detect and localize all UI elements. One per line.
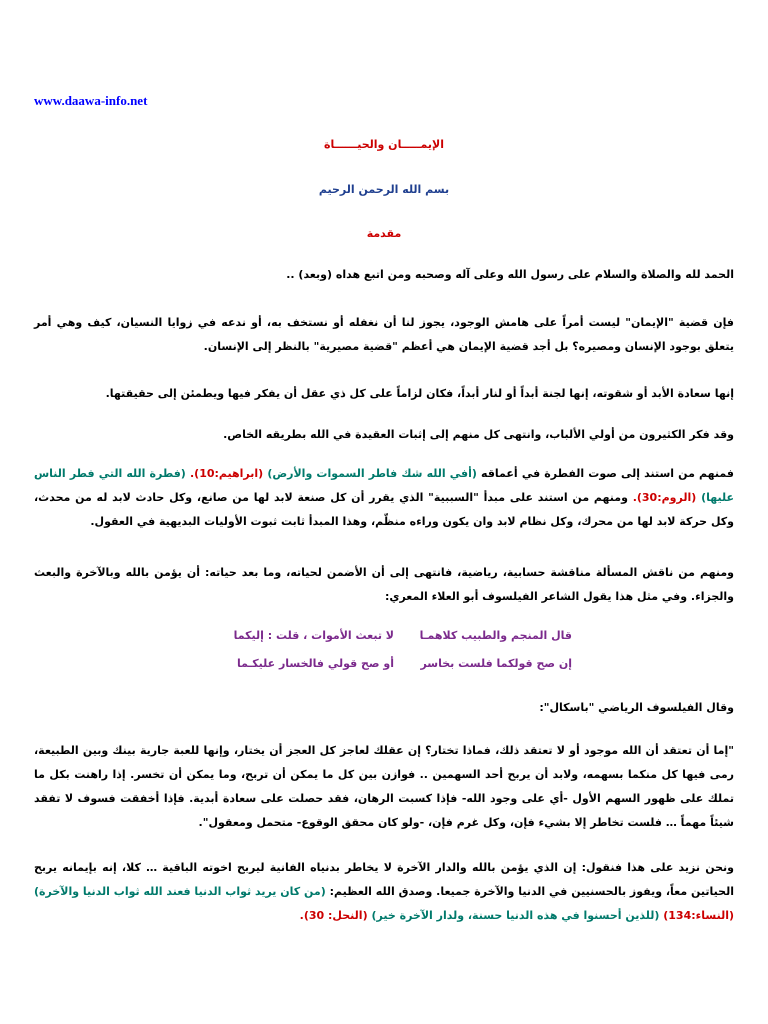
paragraph-eternal-fate: إنها سعادة الأبد أو شقوته، إنها لجنة أبداً أو لنار أبداً، فكان لزاماً على كل ذي عقل أن يفكر فيها ويطمئن إلى حقيقتها. [105,387,734,400]
quran-verse: (فطرة الله التي فطر الناس عليها) [34,467,734,504]
paragraph-mathematical: ومنهم من ناقش المسألة مناقشة حسابية، رياضية، فانتهى إلى أن الأضمن لحياته، وما بعد حياته: أن يؤمن بالله وبالآخرة والبعث والجزاء. وفي مثل هذا يقول الشاعر الفيلسوف أبو العلاء المعري: [34,566,734,603]
paragraph-opening: الحمد لله والصلاة والسلام على رسول الله وعلى آله وصحبه ومن اتبع هداه (وبعد) .. [286,268,734,281]
quran-verse: (من كان يريد ثواب الدنيا فعند الله ثواب الدنيا والآخرة) [34,885,326,898]
paragraph-thinkers: وقد فكر الكثيرون من أولي الألباب، وانتهى كل منهم إلى إثبات العقيدة في الله بطريقه الخاص. [223,428,734,441]
poem-hemistich-second: أو صح قولي فالخسار عليكـما [236,657,394,670]
paragraph-iman-issue: فإن قضية "الإيمان" ليست أمراً على هامش الوجود، يجوز لنا أن نغفله أو نستخف به، أو ندعه في زوايا النسيان، كيف وهي أمر يتعلق بوجود الإنسان ومصيره؟ بل أجد قضية الإيمان هي أعظم "قضية مصيرية" بالنظر إلى الإنسان. [34,316,734,353]
poem-line [34,629,734,649]
conclusion-text: ونحن نزيد على هذا فنقول: إن الذي يؤمن بالله والدار الآخرة لا يخاطر بدنياه الفانية ليربح اخوته الباقية … كلا، إنه بإيمانه يربح الحياتين معاً، ويفوز بالحسنيين في الدنيا والآخرة جميعا. وصدق الله العظيم: [34,861,734,898]
paragraph-pascal-intro: وقال الفيلسوف الرياضي "باسكال": [539,701,734,714]
poem-hemistich-first: قال المنجم والطبيب كلاهمـا [419,629,572,642]
fitra-intro-text: فمنهم من استند إلى صوت الفطرة في أعماقه [481,467,734,480]
paragraph-fitra-causality [34,462,734,534]
verse-reference: (النحل: 30). [299,909,368,922]
verse-reference: (ابراهيم:10). [189,467,264,480]
basmala-heading: بسم الله الرحمن الرحيم [318,183,450,196]
poem-line [34,657,734,677]
verse-reference: (النساء:134) [663,909,734,922]
paragraph-pascal-quote: "إما أن تعتقد أن الله موجود أو لا تعتقد ذلك، فماذا تختار؟ إن عقلك لعاجز كل العجز أن يختار، وإنها للعبة جارية بينك وبين الطبيعة، رمى فيها كل منكما بسهمه، ولابد أن يربح أحد السهمين .. فوازن بين كل ما يمكن أن تربح، وما يمكن أن تخسر. إذا راهنت بكل ما تملك على ظهور السهم الأول -أي على وجود الله- فإذا كسبت الرهان، فقد حصلت على سعادة أبدية. فإذا أخفقت فسوف لا تفقد شيئاً مهماً … فلست تخاطر إلا بشيء فإن، وكل غرم فإن، -ولو كان محقق الوقوع- متحمل ومعقول". [34,744,734,829]
intro-heading: مقدمة [366,227,402,240]
site-link[interactable]: www.daawa-info.net [34,93,148,108]
verse-reference: (الروم:30). [632,491,697,504]
causality-text: ومنهم من استند على مبدأ "السببية" الذي يقرر أن كل صنعة لابد لها من صانع، وكل حادث لابد له من محدث، وكل حركة لابد لها من محرك، وكل نظام لابد وان يكون وراءه منظّم، وهذا المبدأ ثابت ثبوت الأوليات البديهية في العقول. [34,491,734,528]
quran-verse: (أفي الله شك فاطر السموات والأرض) [267,467,477,480]
quran-verse: (للذين أحسنوا في هذه الدنيا حسنة، ولدار الآخرة خير) [371,909,660,922]
document-title: الإيمـــــان والحيــــــاة [324,138,444,151]
paragraph-conclusion [34,856,734,928]
poem-hemistich-first: إن صح قولكما فلست بخاسر [420,657,572,670]
poem-hemistich-second: لا تبعث الأموات ، قلت : إليكما [233,629,394,642]
